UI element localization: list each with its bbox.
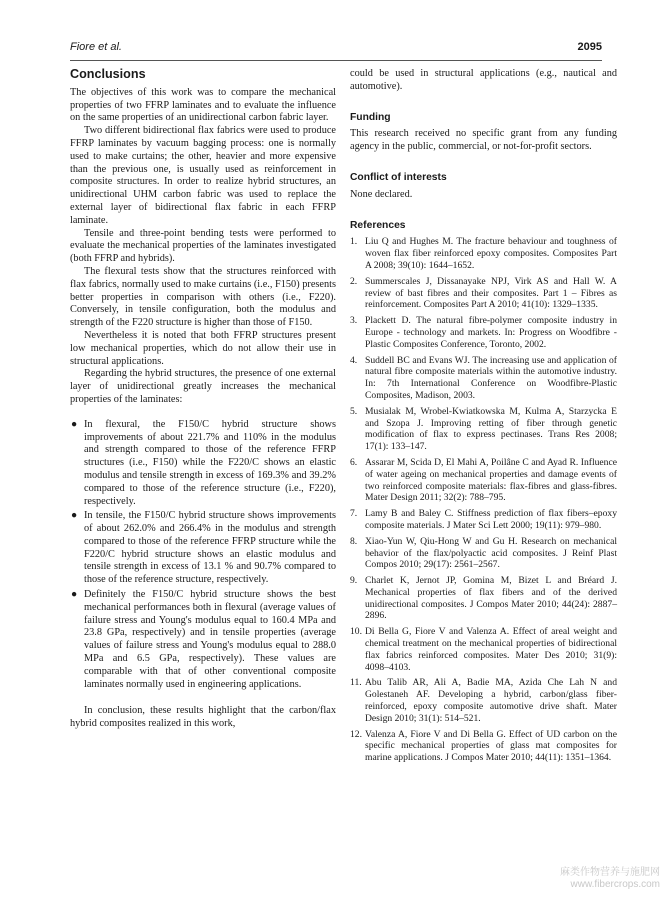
list-item — [350, 315, 617, 350]
funding-heading: Funding — [350, 111, 391, 123]
findings-list — [70, 419, 336, 692]
ref-text: Assarar M, Scida D, El Mahi A, Poilâne C and Ayad R. Influence of water ageing on mechanical properties and damage events of two reinforced composite materials: flax-fibres and glass-fibres. Mater Design 2011; 32(2): 788–795. — [365, 456, 617, 504]
conclusions-heading: Conclusions — [70, 67, 146, 81]
ref-number: 8. — [350, 535, 358, 547]
list-item — [70, 589, 336, 691]
conclusions-paragraph: Tensile and three-point bending tests were performed to evaluate the mechanical properties of the laminates investigated (both FFRP and hybrids). — [70, 227, 336, 265]
list-item — [350, 406, 617, 453]
running-author: Fiore et al. — [70, 41, 122, 53]
continuation-paragraph: could be used in structural applications (e.g., nautical and automotive). — [350, 68, 617, 92]
list-item — [350, 677, 617, 724]
ref-text: Plackett D. The natural fibre-polymer composite industry in Europe - technology and markets. In: Progress on Woodfibre - Plastic Composites Conference, Toronto, 2002. — [365, 315, 617, 350]
references-list — [350, 236, 617, 764]
list-item — [350, 729, 617, 764]
ref-text: Di Bella G, Fiore V and Valenza A. Effect of areal weight and chemical treatment on the mechanical properties of bidirectional flax fabrics reinforced composites. Mater Des 2010; 31(9): 4098–4103. — [365, 626, 617, 673]
watermark-url: www.fibercrops.com — [570, 879, 660, 890]
conclusions-paragraph: The flexural tests show that the structures reinforced with flax fabrics, normally used to make curtains (i.e., F150) presents better properties in comparison with others (i.e., F220). Conversely, in tensile configuration, both the modulus and strength of the F220 structure is higher than those of F150. — [70, 265, 336, 329]
list-item — [350, 236, 617, 271]
ref-number: 6. — [350, 456, 358, 468]
finding-text: Definitely the F150/C hybrid structure shows the best mechanical performances both in flexural (average values of failure stress and Young's modulus equal to 160.4 MPa and 23.8 GPa, respectively) and in tensile properties (average values of failure stress and Young's modulus equal to 288.0 MPa and 6.5 GPa, respectively). These values are comparable with that of other conventional composite laminates normally used in engineering applications. — [84, 589, 336, 690]
ref-text: Suddell BC and Evans WJ. The increasing use and application of natural fibre composite materials within the automotive industry. In: 7th International Conference on Woodfibre-Plastic Composites, Madison, 2003. — [365, 354, 617, 401]
ref-text: Charlet K, Jernot JP, Gomina M, Bizet L and Bréard J. Mechanical properties of flax fibers and of the derived unidirectional composites. J Compos Mater 2010; 44(24): 2887–2896. — [365, 575, 617, 622]
ref-text: Summerscales J, Dissanayake NPJ, Virk AS and Hall W. A review of bast fibres and their composites. Part 1 – Fibres as reinforcement. Composites Part A 2010; 41(10): 1329–1335. — [365, 275, 617, 311]
bullet-icon: ● — [71, 418, 78, 430]
running-header — [70, 38, 602, 61]
ref-text: Liu Q and Hughes M. The fracture behaviour and toughness of woven flax fiber reinforced epoxy composites. Composites Part A 2008; 39(10): 1644–1652. — [365, 236, 617, 271]
ref-number: 2. — [350, 275, 358, 287]
ref-number: 12. — [350, 728, 362, 740]
ref-number: 5. — [350, 405, 358, 417]
right-column — [350, 68, 617, 768]
references-heading: References — [350, 219, 406, 231]
funding-text: This research received no specific grant from any funding agency in the public, commercial, or not-for-profit sectors. — [350, 128, 617, 153]
conclusions-paragraph: Regarding the hybrid structures, the presence of one external layer of unidirectional greatly increases the mechanical properties of the laminates: — [70, 368, 336, 405]
left-column — [70, 68, 336, 731]
conflict-text: None declared. — [350, 188, 413, 200]
ref-number: 9. — [350, 575, 358, 587]
ref-text: Valenza A, Fiore V and Di Bella G. Effect of UD carbon on the specific mechanical properties of glass mat composites for marine applications. J Compos Mater 2010; 44(11): 1351–1364. — [365, 728, 617, 764]
conclusions-paragraph: Two different bidirectional flax fabrics were used to produce FFRP laminates by vacuum bagging process: one is normally used to make curtains; the other, heavier and more expensive than the previous one, is usually used as reinforcement in composite structures. In order to realize hybrid structures, an unidirectional UHM carbon fabric was used to replace the external layer of bidirectional flax fabric in each FFRP laminate. — [70, 125, 336, 226]
finding-text: In flexural, the F150/C hybrid structure shows improvements of about 221.7% and 110% in the modulus and strength compared to those of the reference FFRP structures (i.e., F150) while the F220/C shows an elastic modulus and tensile strength in excess of 169.3% and 39.2% compared to those of the reference structure (i.e., F220), respectively. — [84, 418, 336, 507]
list-item — [350, 536, 617, 571]
ref-number: 4. — [350, 354, 358, 366]
conclusions-paragraph: The objectives of this work was to compare the mechanical properties of two FFRP laminates and to evaluate the influence on the same properties of an unidirectional carbon fabric layer. — [70, 86, 336, 124]
bullet-icon: ● — [71, 589, 78, 601]
ref-text: Abu Talib AR, Ali A, Badie MA, Azida Che Lah N and Golestaneh AF. Developing a hybrid, carbon/glass fiber-reinforced, epoxy composite automotive drive shaft. Mater Design 2010; 31(1): 514–521. — [365, 677, 617, 724]
watermark — [560, 867, 660, 891]
list-item — [350, 457, 617, 504]
conflict-heading: Conflict of interests — [350, 171, 447, 183]
list-item — [350, 355, 617, 402]
conclusions-paragraph: Nevertheless it is noted that both FFRP structures present low mechanical properties, which do not allow their use in structural applications. — [70, 329, 336, 367]
list-item — [70, 510, 336, 587]
list-item — [350, 508, 617, 532]
list-item — [350, 276, 617, 311]
watermark-site-name: 麻类作物营养与施肥网 — [560, 867, 660, 878]
list-item — [350, 575, 617, 622]
ref-text: Lamy B and Baley C. Stiffness prediction of flax fibers–epoxy composite materials. J Mater Sci Lett 2000; 19(11): 979–980. — [365, 508, 617, 531]
list-item — [350, 626, 617, 673]
ref-number: 10. — [350, 626, 362, 638]
ref-number: 7. — [350, 508, 358, 520]
ref-text: Xiao-Yun W, Qiu-Hong W and Gu H. Research on mechanical behavior of the flax/polyactic acid composites. J Reinf Plast Compos 2010; 29(17): 2561–2567. — [365, 535, 617, 571]
finding-text: In tensile, the F150/C hybrid structure shows improvements of about 262.0% and 266.4% in the modulus and strength compared to those of the reference FFRP structure while the F220/C hybrid structure shows an elastic modulus and tensile strength in excess of 13.1 % and 90.7% compared to those of the reference structure, respectively. — [84, 510, 336, 586]
ref-number: 11. — [350, 677, 362, 689]
conclusions-paragraph: In conclusion, these results highlight that the carbon/flax hybrid composites realized in this work, — [70, 705, 336, 730]
page-number: 2095 — [577, 41, 602, 53]
list-item — [70, 419, 336, 509]
ref-text: Musialak M, Wrobel-Kwiatkowska M, Kulma A, Starzycka E and Szopa J. Improving retting of fiber through genetic modification of flax to express pectinases. Trans Res 2008; 17(1): 133–147. — [365, 405, 617, 453]
ref-number: 1. — [350, 236, 358, 248]
bullet-icon: ● — [71, 510, 78, 522]
ref-number: 3. — [350, 315, 358, 327]
